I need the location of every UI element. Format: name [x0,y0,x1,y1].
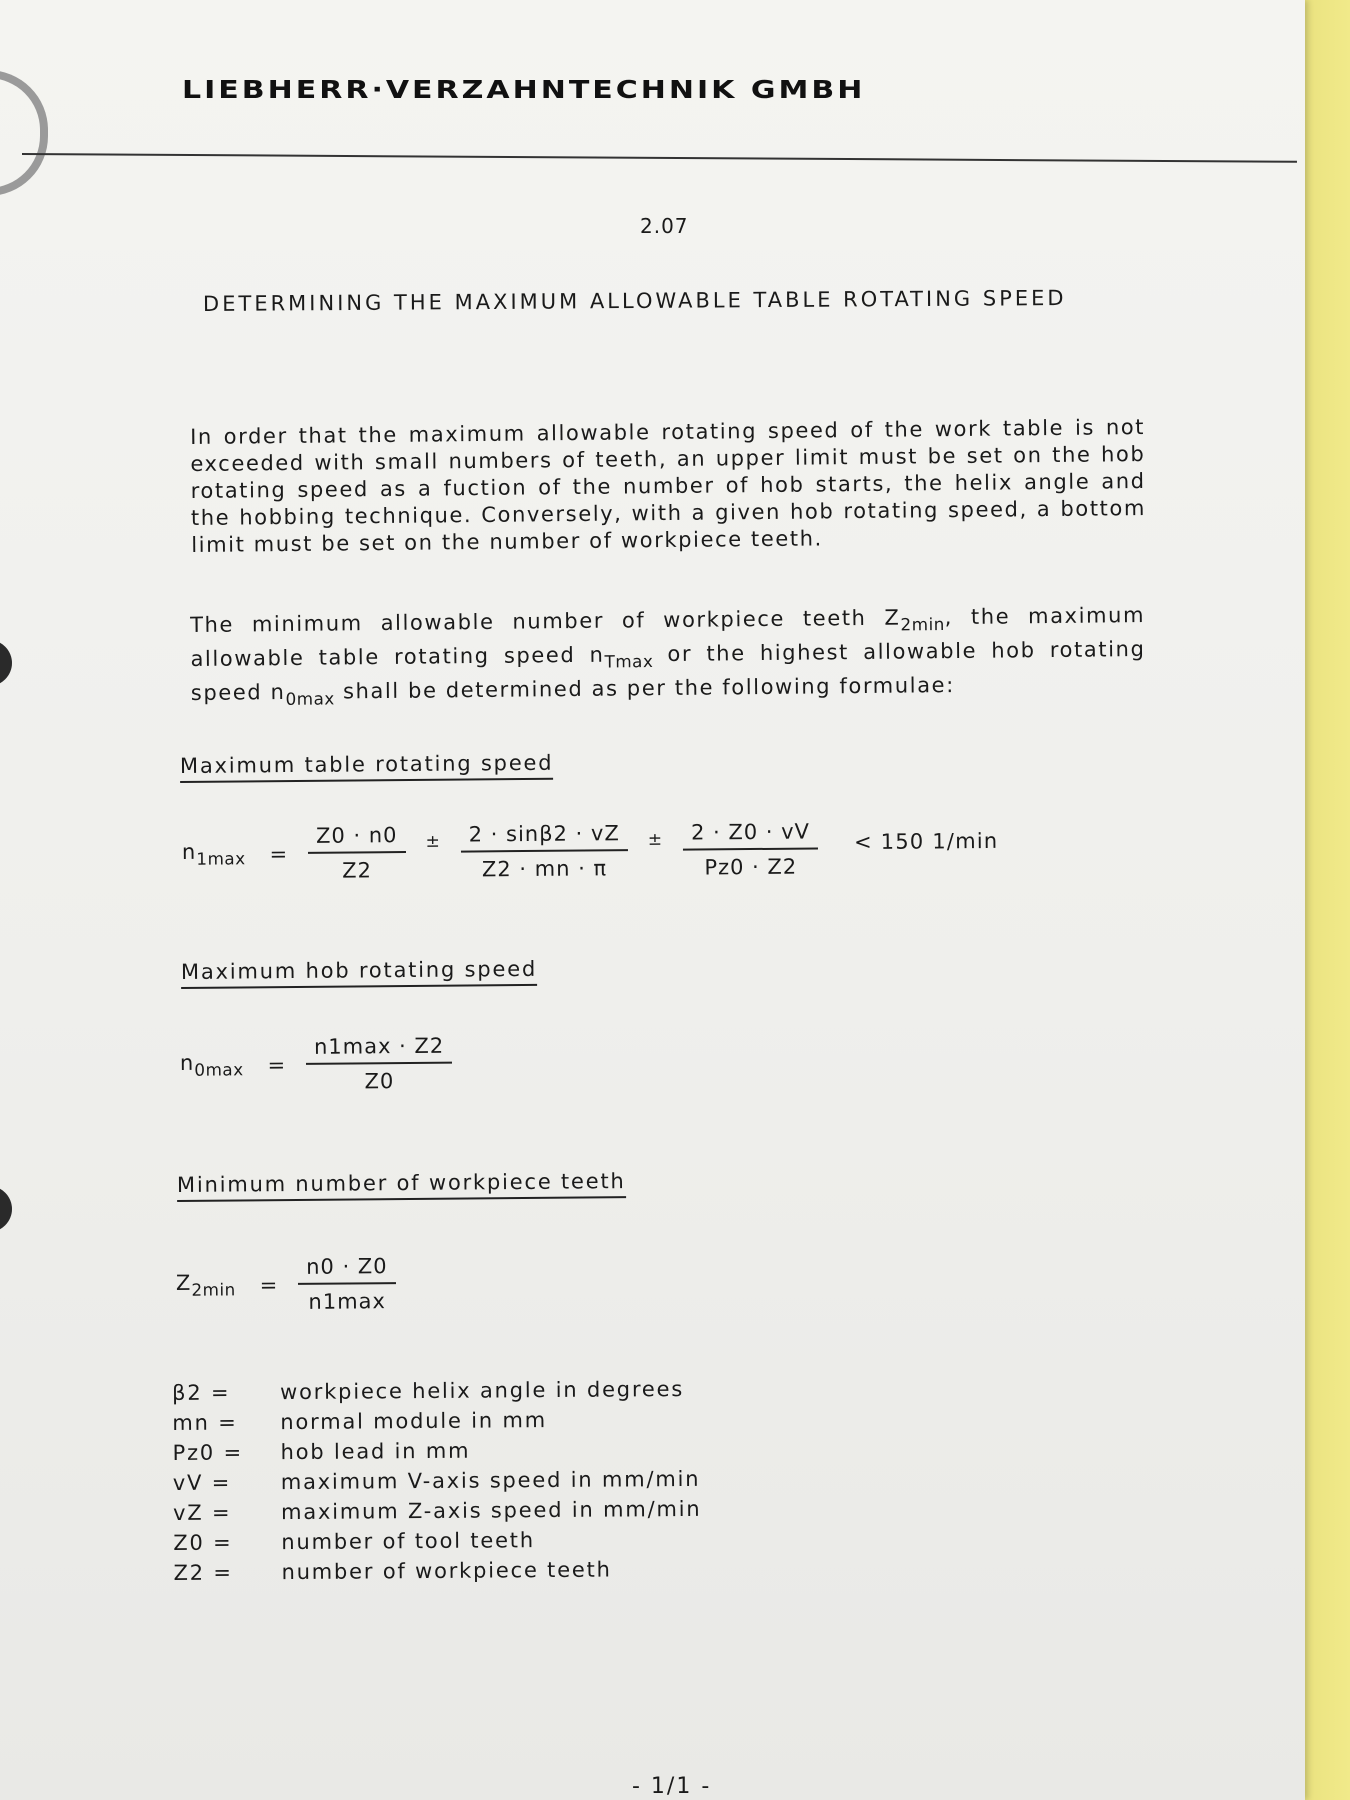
fraction-numerator: n1max · Z2 [306,1034,452,1065]
legend-row [173,1524,702,1558]
fraction-denominator: Z0 [364,1069,395,1094]
fraction-numerator: n0 · Z0 [298,1254,396,1285]
fraction-denominator: Z2 · mn · π [481,856,608,882]
legend-symbol: Pz0 = [172,1440,244,1465]
punch-hole [0,1186,12,1232]
legend-row [173,1554,702,1588]
fraction-term-3 [683,819,818,879]
legend-row [173,1464,702,1498]
formula-min-workpiece-teeth [176,1254,408,1315]
legend-description: number of tool teeth [281,1528,535,1555]
legend-symbol: Z2 = [173,1560,233,1585]
fraction-term-2 [461,821,629,881]
equals-sign: = [269,841,289,866]
fraction [298,1254,396,1314]
header-divider [22,153,1297,163]
heading-min-workpiece-teeth: Minimum number of workpiece teeth [177,1169,626,1202]
fraction [306,1034,453,1094]
fraction-term-1 [308,823,406,883]
legend-description: normal module in mm [280,1408,548,1435]
punch-hole [0,640,12,686]
heading-max-hob-speed: Maximum hob rotating speed [181,957,537,989]
legend-description: hob lead in mm [280,1438,471,1465]
legend-row [172,1404,701,1438]
legend-description: workpiece helix angle in degrees [280,1376,685,1405]
page-title: DETERMINING THE MAXIMUM ALLOWABLE TABLE ROTATING SPEED [202,285,1067,316]
fraction-denominator: Z2 [342,858,373,883]
speed-limit: < 150 1/min [853,828,999,854]
binder-ring [0,70,48,196]
legend-symbol: Z0 = [173,1530,233,1555]
legend-description: maximum V-axis speed in mm/min [280,1466,701,1495]
formula-lhs: $n_{1max}$ [181,839,246,869]
fraction-denominator: n1max [308,1289,387,1314]
legend-row [172,1374,701,1408]
equals-sign: = [259,1272,279,1297]
legend-symbol: vV = [172,1470,232,1495]
legend-symbol: mn = [172,1410,238,1435]
legend-symbol: β2 = [172,1380,231,1405]
formula-lhs: $n_{0max}$ [179,1050,244,1080]
legend-row [173,1494,702,1528]
formula-max-table-speed [182,818,999,884]
equals-sign: = [267,1052,287,1077]
formula-lhs: $Z_{2min}$ [175,1270,236,1300]
symbol-legend [172,1374,702,1588]
fraction-numerator: 2 · sinβ2 · vZ [461,821,628,852]
legend-description: maximum Z-axis speed in mm/min [280,1496,702,1525]
company-header: LIEBHERR·VERZAHNTECHNIK GMBH [182,76,866,105]
fraction-numerator: Z0 · n0 [308,823,406,854]
heading-max-table-speed: Maximum table rotating speed [180,751,554,783]
page-number: - 1/1 - [632,1774,712,1799]
fraction-denominator: Pz0 · Z2 [704,854,798,880]
formula-max-hob-speed [180,1034,465,1095]
legend-symbol: vZ = [172,1500,232,1525]
formula-intro-paragraph: The minimum allowable number of workpiece teeth $Z_{2min}$, the maximum allowable table rotating speed $n_{Tmax}$ or the highest allowable hob rotating speed $n_{0max}$ shall be determined as per the following formulae: [190,602,1146,709]
legend-description: number of workpiece teeth [281,1557,612,1585]
plus-minus-sign: ± [647,829,664,850]
legend-row [172,1434,701,1468]
section-number: 2.07 [640,214,689,238]
intro-paragraph: In order that the maximum allowable rotating speed of the work table is not exceeded with small numbers of teeth, an upper limit must be set on the hob rotating speed as a fuction of the number of hob starts, the helix angle and the hobbing technique. Conversely, with a given hob rotating speed, a bottom limit must be set on the number of workpiece teeth. [190,414,1147,557]
plus-minus-sign: ± [425,831,441,852]
fraction-numerator: 2 · Z0 · vV [683,819,818,850]
